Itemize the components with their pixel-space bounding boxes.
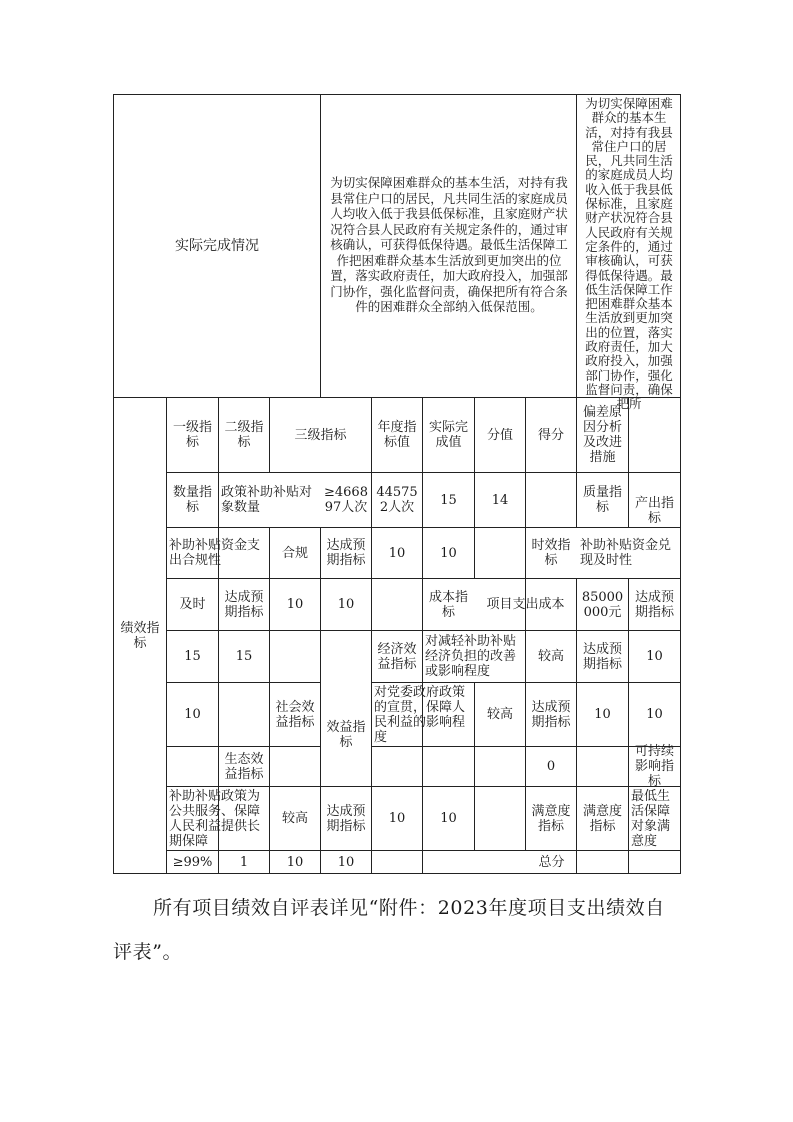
r5-value-c: 10 [646, 707, 663, 722]
r7-rating-high: 较高 [281, 811, 308, 826]
r5-value-a: 10 [184, 707, 201, 722]
performance-indicators-label: 绩效指标 [120, 621, 160, 651]
header-level1: 一级指标 [172, 420, 212, 450]
r2-compliant: 合规 [281, 545, 308, 561]
header-annual-target: 年度指标值 [377, 420, 417, 450]
actual-completion-label: 实际完成情况 [175, 237, 259, 254]
r4-target-met: 达成预期指标 [582, 641, 622, 672]
r7-value-a: 10 [388, 811, 406, 826]
header-level3: 三级指标 [294, 427, 347, 443]
r3-project-cost: 项目支出成本 [486, 597, 565, 612]
header-score: 得分 [537, 427, 564, 443]
r1-output-indicator: 产出指标 [634, 496, 674, 526]
r6-ecological-benefit: 生态效益指标 [224, 751, 264, 782]
r5-benefit-indicator: 效益指标 [326, 720, 366, 750]
r6-sustainable-impact: 可持续影响指标 [634, 744, 674, 789]
r7-satisfaction-indicator-2: 满意度指标 [582, 803, 622, 834]
r1-subsidy-target-count: 政策补助补贴对象数量 [221, 485, 313, 515]
r1-weight: 15 [440, 492, 457, 508]
r4-value-a: 15 [184, 649, 201, 664]
r1-actual-value: 445752人次 [376, 485, 418, 515]
r2-value-b: 10 [440, 545, 457, 561]
r7-satisfaction-indicator: 满意度指标 [531, 803, 571, 834]
r4-economic-impact: 对减轻补助补贴经济负担的改善或影响程度 [425, 634, 517, 679]
attachment-note: 所有项目绩效自评表详见“附件：2023年度项目支出绩效自评表”。 [113, 897, 665, 963]
r4-value-b: 15 [235, 649, 253, 664]
r7-value-b: 10 [440, 811, 457, 826]
r7-long-term-guarantee: 补助补贴政策为公共服务、保障人民利益提供长期保障 [169, 788, 261, 849]
actual-completion-narrative-overflow: 为切实保障困难群众的基本生活，对持有我县常住户口的居民，凡共同生活的家庭成员人均收入低于我县低保标准，且家庭财产状况符合县人民政府有关规定条件的，通过审核确认，可获得低保待遇。最低生活保障工作把困难群众基本生活放到更加突出的位置，落实政府责任，加大政府投入，加强部门协作，强化监督问责，确保把所 [585, 96, 673, 412]
r8-total-score: 总分 [538, 854, 565, 870]
r1-annual-target: ≥466897人次 [324, 485, 368, 515]
r2-fund-timeliness: 补助补贴资金兑现及时性 [580, 538, 672, 568]
r5-value-b: 10 [594, 707, 611, 722]
r3-target-met: 达成预期指标 [224, 589, 264, 620]
r5-target-met: 达成预期指标 [531, 699, 571, 730]
r3-target-met-right: 达成预期指标 [634, 589, 674, 620]
r2-timeliness-indicator: 时效指标 [531, 538, 571, 568]
r3-timely: 及时 [179, 597, 206, 612]
r4-economic-benefit: 经济效益指标 [377, 641, 417, 672]
r2-value-a: 10 [388, 545, 406, 561]
r4-rating-high: 较高 [537, 649, 564, 664]
r6-value-zero: 0 [546, 759, 556, 774]
r4-value-c: 10 [646, 649, 663, 664]
actual-completion-narrative: 为切实保障困难群众的基本生活，对持有我县常住户口的居民，凡共同生活的家庭成员人均收入低于我县低保标准，且家庭财产状况符合县人民政府有关规定条件的，通过审核确认，可获得低保待遇。最低生活保障工作把困难群众基本生活放到更加突出的位置，落实政府责任，加大政府投入，加强部门协作，强化监督问责，确保把所有符合条件的困难群众全部纳入低保范围。 [330, 175, 568, 315]
header-deviation-analysis: 偏差原因分析及改进措施 [582, 405, 622, 465]
header-level2: 二级指标 [224, 420, 264, 450]
r3-value-a: 10 [286, 597, 304, 612]
r8-value-b: 10 [286, 854, 304, 870]
r2-fund-compliance: 补助补贴资金支出合规性 [169, 538, 261, 568]
r3-value-b: 10 [337, 597, 355, 612]
r8-value-c: 10 [337, 854, 355, 870]
r8-target-percent: ≥99% [172, 854, 213, 870]
r3-cost-amount: 85000000元 [581, 589, 624, 620]
r5-rating-high: 较高 [486, 707, 513, 722]
r3-cost-indicator: 成本指标 [428, 589, 468, 620]
header-score-weight: 分值 [486, 427, 513, 443]
r1-quantity-indicator: 数量指标 [172, 485, 212, 515]
r5-social-benefit: 社会效益指标 [275, 699, 315, 730]
r1-score: 14 [491, 492, 509, 508]
r7-recipient-satisfaction: 最低生活保障对象满意度 [631, 788, 671, 849]
header-actual-value: 实际完成值 [428, 420, 468, 450]
r1-quality-indicator: 质量指标 [582, 485, 622, 515]
r2-target-met: 达成预期指标 [326, 538, 366, 568]
r8-value-a: 1 [239, 854, 249, 870]
r5-social-impact: 对党委政府政策的宣贯，保障人民利益的影响程度 [374, 684, 466, 745]
r7-target-met: 达成预期指标 [326, 803, 366, 834]
